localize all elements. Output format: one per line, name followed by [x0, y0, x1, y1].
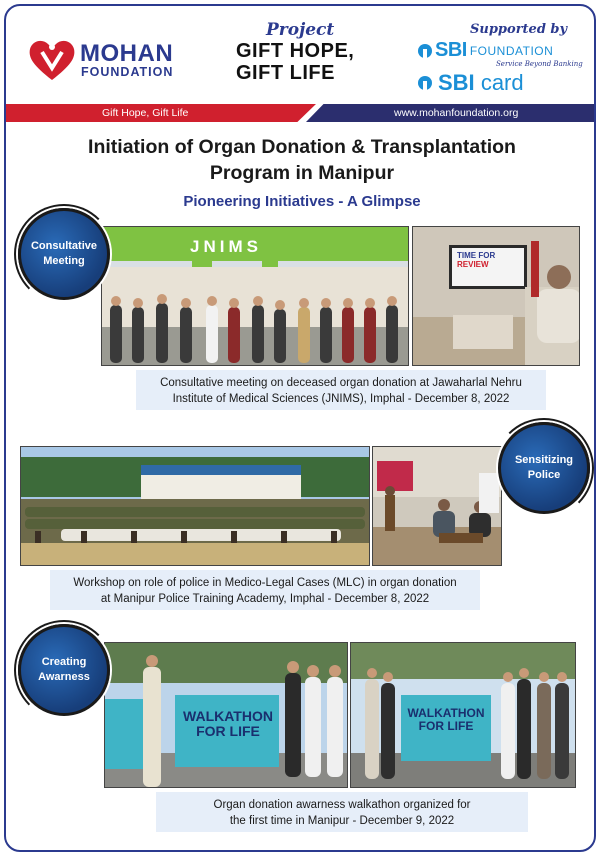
review-screen — [457, 251, 495, 269]
main-title — [6, 134, 596, 186]
supported-by-label: Supported by — [470, 22, 568, 37]
main-title-line2: Program in Manipur — [209, 162, 395, 184]
walkathon-photo-1 — [104, 642, 348, 788]
badge-line2: Meeting — [43, 255, 85, 267]
review-screen-line2: REVIEW — [457, 260, 489, 269]
caption-line1: Organ donation awarness walkathon organized for — [213, 799, 471, 811]
project-title-line1: GIFT HOPE, — [236, 40, 355, 62]
caption-consultative-meeting — [136, 370, 546, 410]
org-name: MOHAN — [80, 40, 174, 67]
main-title-line1: Initiation of Organ Donation & Transplantation — [88, 136, 516, 158]
badge-line2: Awarness — [38, 671, 90, 683]
caption-creating-awarness — [156, 792, 528, 832]
caption-line1: Consultative meeting on deceased organ donation at Jawaharlal Nehru — [160, 377, 522, 389]
sbi-card-keyhole-icon — [418, 76, 432, 90]
project-tag: Project — [266, 20, 335, 40]
project-title-block — [236, 20, 386, 84]
page-frame — [4, 4, 596, 852]
caption-line2: the first time in Manipur - December 9, 2022 — [229, 815, 455, 827]
ribbon — [6, 104, 596, 122]
caption-line2: at Manipur Police Training Academy, Imphal - December 8, 2022 — [100, 593, 430, 605]
banner-line2: FOR LIFE — [196, 723, 260, 739]
caption-line1: Workshop on role of police in Medico-Legal Cases (MLC) in organ donation — [73, 577, 457, 589]
badge-creating-awarness — [18, 624, 110, 716]
badge-line1: Consultative — [30, 240, 97, 252]
subtitle: Pioneering Initiatives - A Glimpse — [183, 193, 421, 210]
police-academy-group-photo — [20, 446, 370, 566]
walkathon-banner-2 — [405, 707, 487, 733]
badge-line2: Police — [527, 469, 561, 481]
ribbon-tagline: Gift Hope, Gift Life — [102, 107, 189, 119]
caption-sensitizing-police — [50, 570, 480, 610]
review-screen-line1: TIME FOR — [457, 251, 496, 260]
mohan-logo — [28, 36, 188, 86]
jnims-group-photo — [101, 226, 409, 366]
badge-line1: Creating — [41, 656, 87, 668]
sbi-card-sub: card — [480, 70, 524, 95]
ribbon-website-link[interactable]: www.mohanfoundation.org — [394, 107, 519, 119]
meeting-room-photo — [412, 226, 580, 366]
walkathon-photo-2 — [350, 642, 576, 788]
badge-line1: Sensitizing — [514, 454, 574, 466]
sbi-foundation-logo — [418, 39, 588, 62]
caption-line2: Institute of Medical Sciences (JNIMS), Imphal - December 8, 2022 — [172, 393, 510, 405]
header — [6, 6, 596, 106]
badge-sensitizing-police — [498, 422, 590, 514]
banner-line1: WALKATHON — [183, 708, 273, 724]
org-sub: FOUNDATION — [81, 65, 174, 79]
sbi-foundation-name: SBI — [435, 39, 467, 61]
sbi-card-name: SBI — [438, 70, 475, 95]
project-title-line2: GIFT LIFE — [236, 62, 335, 84]
sbi-keyhole-icon — [418, 44, 432, 58]
banner-line1: WALKATHON — [407, 706, 485, 720]
banner-line2: FOR LIFE — [418, 719, 474, 733]
jnims-sign: JNIMS — [190, 237, 262, 256]
sponsor-block — [418, 22, 588, 96]
sbi-card-logo — [418, 70, 588, 96]
badge-consultative-meeting — [18, 208, 110, 300]
sbi-tagline: Service Beyond Banking — [496, 60, 583, 68]
police-workshop-photo — [372, 446, 502, 566]
heart-logo-icon — [28, 38, 76, 82]
sbi-foundation-sub: FOUNDATION — [469, 43, 554, 58]
walkathon-banner-1 — [181, 709, 275, 739]
